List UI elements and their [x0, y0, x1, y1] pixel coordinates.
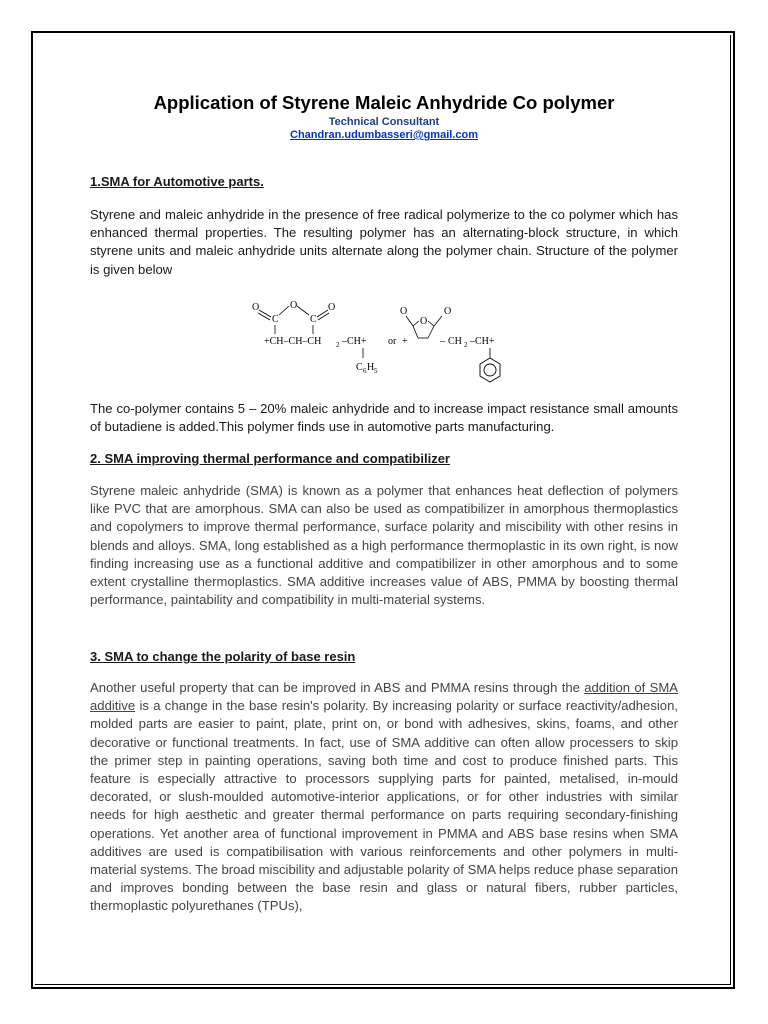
struct-right-ch: –CH+: [470, 336, 495, 347]
sma-additive-link[interactable]: addition of SMA additive: [90, 680, 679, 714]
benzene-ring-icon: [480, 358, 500, 382]
section1-heading: 1.SMA for Automotive parts.: [90, 174, 264, 189]
section3-paragraph: [90, 679, 678, 916]
section1-paragraph2: The co-polymer contains 5 – 20% maleic anhydride and to increase impact resistance small amounts of butadiene is added.This polymer finds use in automotive parts manufacturing.: [90, 401, 678, 435]
polymer-structure-diagram: [250, 296, 530, 386]
struct-ch2-sub: 2: [336, 341, 340, 349]
struct-o5: O: [444, 306, 452, 317]
struct-o1: O: [252, 302, 260, 313]
struct-c6-sub: 6: [363, 367, 367, 375]
struct-right-dash: –: [440, 336, 445, 347]
struct-o-ring: O: [290, 300, 298, 311]
struct-right-ch2: CH: [448, 336, 462, 347]
struct-chain-left: +CH–CH–CH: [264, 336, 322, 347]
struct-or: or: [388, 336, 397, 347]
struct-o4: O: [420, 316, 428, 327]
section2-paragraph: Styrene maleic anhydride (SMA) is known as a polymer that enhances heat deflection of polymers like PVC that are amorphous. SMA can also be used as compatibilizer in amorphous thermoplastics and copolymers to improve thermal performance, surface polarity and miscibility with other resins in blends and alloys. SMA, long established as a high performance thermoplastic in its own right, is now finding increasing use as a functional additive and compatibilizer in other amorphous and to some extent crystalline thermoplastics. SMA additive increases value of ABS, PMMA by boosting thermal performance, paintability and compatibility in multi-material systems.: [90, 483, 678, 608]
struct-bracket-open: +: [402, 336, 408, 347]
struct-c6h5-h: H: [367, 362, 375, 373]
author-email-link[interactable]: Chandran.udumbasseri@gmail.com: [290, 129, 478, 141]
document-title: Application of Styrene Maleic Anhydride Co polymer: [153, 92, 615, 113]
struct-h5-sub: 5: [374, 367, 378, 375]
struct-c2: C: [310, 314, 317, 325]
struct-o2: O: [328, 302, 336, 313]
author-role: Technical Consultant: [328, 116, 440, 128]
struct-o3: O: [400, 306, 408, 317]
struct-c1: C: [272, 314, 279, 325]
struct-right-sub: 2: [464, 341, 468, 349]
struct-c6h5-c: C: [356, 362, 363, 373]
section1-paragraph1: Styrene and maleic anhydride in the presence of free radical polymerize to the co polymer which has enhanced thermal properties. The resulting polymer has an alternating-block structure, in which styrene units and maleic anhydride units alternate along the polymer chain. Structure of the polymer is given below: [90, 207, 678, 277]
section3-text-start: Another useful property that can be improved in ABS and PMMA resins through the: [90, 680, 585, 695]
section3-text-rest: is a change in the base resin's polarity. By increasing polarity or surface reactivity/adhesion, molded parts are easier to paint, plate, print on, or bond with adhesives, skins, foams, and other decorative or functional treatments. In fact, use of SMA additive can often allow processers to skip the primer step in painting operations, saving both time and cost to produce finished parts. This feature is especially attractive to processors supplying parts for painted, metalised, in-mould decorated, or slush-moulded automotive-interior applications, or for other industries with similar needs for high aesthetic and greater thermal performance on parts requiring secondary-finishing operations. Yet another area of functional improvement in PMMA and ABS base resins when SMA additives are used is compatibilisation with various reinforcements and other polymers in multi-material systems. The broad miscibility and adjustable polarity of SMA helps reduce phase separation and improves bonding between the base resin and glass or natural fibers, rubber particles, thermoplastic polyurethanes (TPUs),: [90, 698, 678, 914]
section2-heading: 2. SMA improving thermal performance and compatibilizer: [90, 451, 450, 466]
section3-heading: 3. SMA to change the polarity of base resin: [90, 649, 356, 664]
struct-chain-mid: –CH+: [342, 336, 367, 347]
